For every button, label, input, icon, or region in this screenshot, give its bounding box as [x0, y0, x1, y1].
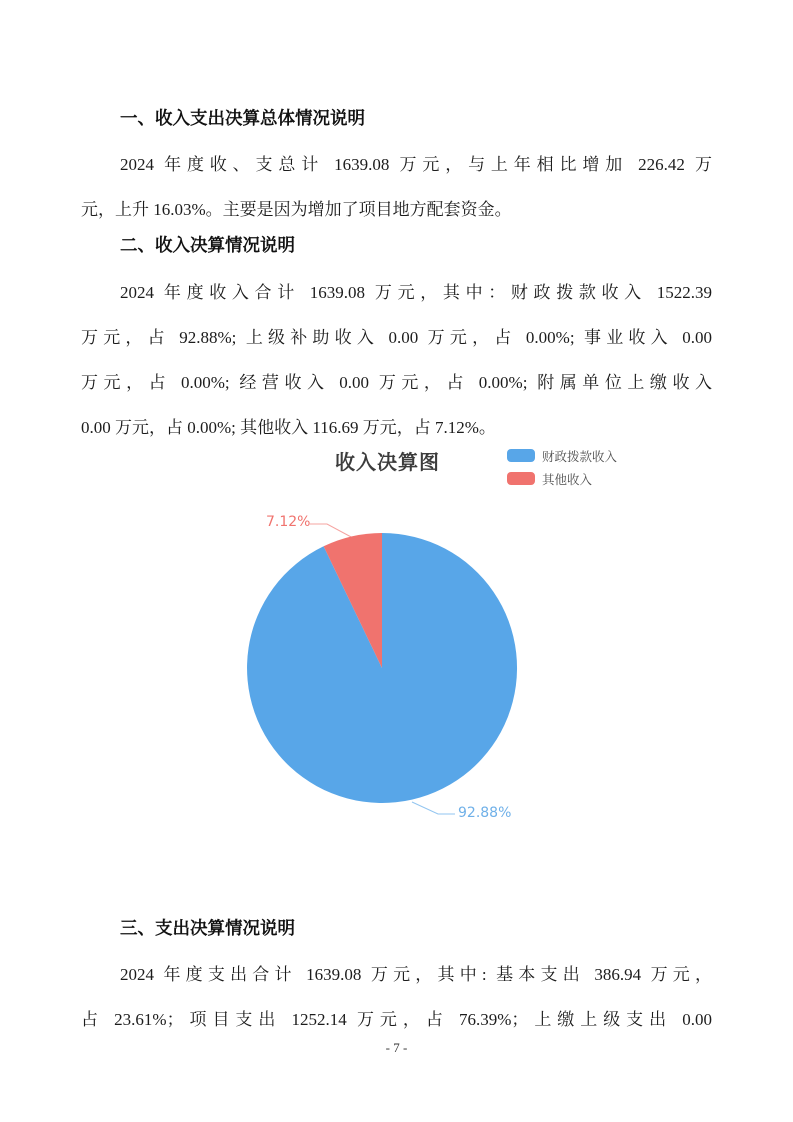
paragraph-income: [81, 270, 712, 450]
paragraph-line: 占 23.61%；项目支出 1252.14 万元，占 76.39%；上缴上级支出 0.00: [81, 1010, 712, 1029]
pie-percent-label-other-income: 7.12%: [266, 514, 311, 530]
paragraph-line: 0.00 万元，占 0.00%; 其他收入 116.69 万元，占 7.12%。: [81, 418, 496, 437]
paragraph-expenditure: [81, 952, 712, 1042]
chart-title: 收入决算图: [335, 450, 440, 474]
pie-svg: [200, 440, 660, 855]
section-heading-overall: 一、收入支出决算总体情况说明: [120, 109, 365, 129]
page-number: - 7 -: [385, 1040, 408, 1055]
paragraph-overall: [81, 142, 712, 232]
legend-label: 其他收入: [542, 471, 593, 487]
paragraph-line: 元，上升 16.03%。主要是因为增加了项目地方配套资金。: [81, 200, 512, 219]
paragraph-line: 2024 年度收、支总计 1639.08 万元，与上年相比增加 226.42 万: [120, 155, 712, 174]
section-heading-income: 二、收入决算情况说明: [120, 236, 295, 256]
paragraph-line: 万元，占 92.88%; 上级补助收入 0.00 万元，占 0.00%; 事业收入 0.00: [81, 328, 712, 347]
paragraph-line: 2024 年度支出合计 1639.08 万元，其中: 基本支出 386.94 万元，: [120, 965, 712, 984]
paragraph-line: 万元，占 0.00%; 经营收入 0.00 万元，占 0.00%; 附属单位上缴收入: [81, 373, 712, 392]
leader-line-other-income: [310, 524, 353, 538]
paragraph-line: 2024 年度收入合计 1639.08 万元，其中：财政拨款收入 1522.39: [120, 283, 712, 302]
income-pie-chart: [200, 440, 660, 855]
section-heading-expenditure: 三、支出决算情况说明: [120, 919, 295, 939]
pie-percent-label-fiscal-appropriation: 92.88%: [458, 805, 512, 821]
legend-label: 财政拨款收入: [542, 448, 618, 464]
pie-slice-fiscal-appropriation: [247, 533, 517, 803]
leader-line-fiscal-appropriation: [412, 802, 455, 814]
